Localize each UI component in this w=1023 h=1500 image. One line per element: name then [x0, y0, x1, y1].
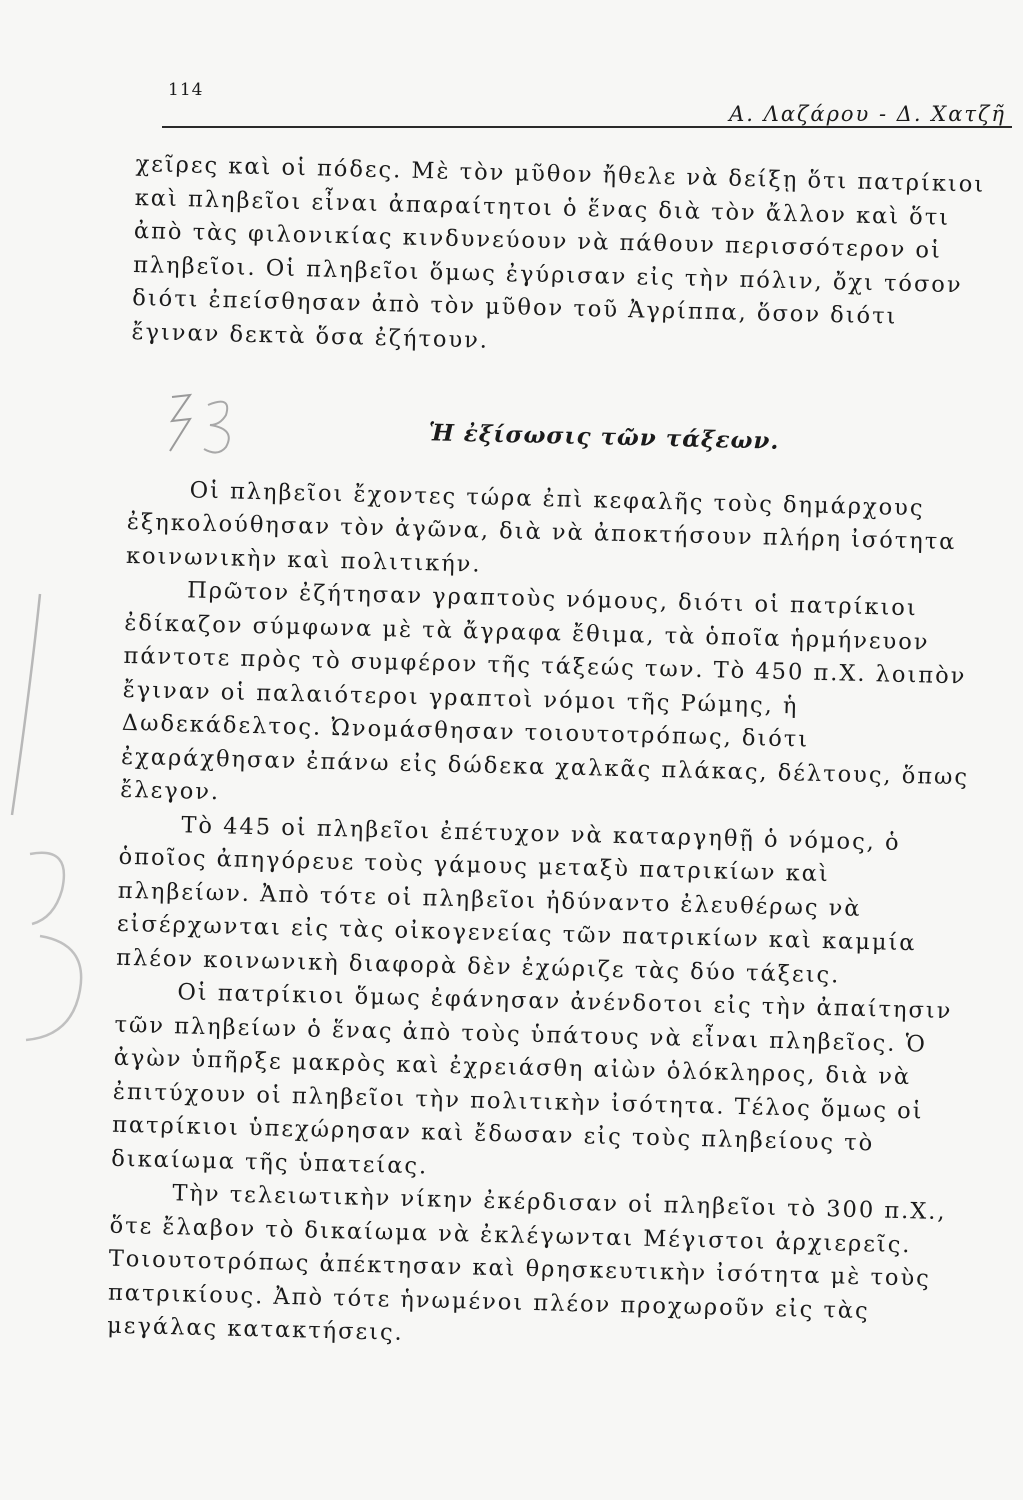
- running-head: Α. Λαζάρου - Δ. Χατζῆ: [729, 102, 1006, 126]
- section-title: Ἡ ἐξίσωσις τῶν τάξεων.: [428, 419, 780, 455]
- handwritten-margin-mark-bottom: [0, 840, 130, 1050]
- page-number: 114: [168, 80, 204, 100]
- page-header: [162, 78, 1012, 128]
- paragraph: Πρῶτον ἐζήτησαν γραπτοὺς νόμους, διότι οἱ πατρίκιοι ἐδίκαζον σύμφωνα μὲ τὰ ἄγραφα ἔθιμα, τὰ ὁποῖα ἡρμήνευον πάντοτε πρὸς τὸ συμφέρον τῆς τάξεώς των. Τὸ 450 π.Χ. λοιπὸν ἔγιναν οἱ παλαιότεροι γραπτοὶ νόμοι τῆς Ρώμης, ἡ Δωδεκάδελτος. Ὠνομάσθησαν τοιουτοτρόπως, διότι ἐχαράχθησαν ἐπάνω εἰς δώδεκα χαλκᾶς πλάκας, δέλτους, ὅπως ἔλεγον.: [119, 577, 970, 806]
- paragraph-continuation: χεῖρες καὶ οἱ πόδες. Μὲ τὸν μῦθον ἤθελε νὰ δείξῃ ὅτι πατρίκιοι καὶ πληβεῖοι εἶναι ἀπαραίτητοι ὁ ἕνας διὰ τὸν ἄλλον καὶ ὅτι ἀπὸ τὰς φιλονικίας κινδυνεύουν νὰ πάθουν περισσότερον οἱ πληβεῖοι. Οἱ πληβεῖοι ὅμως ἐγύρισαν εἰς τὴν πόλιν, ὄχι τόσον διότι ἐπείσθησαν ἀπὸ τὸν μῦθον τοῦ Ἀγρίππα, ὅσον διότι ἔγιναν δεκτὰ ὅσα ἐζήτουν.: [131, 150, 986, 354]
- paragraph: Οἱ πατρίκιοι ὅμως ἐφάνησαν ἀνένδοτοι εἰς τὴν ἀπαίτησιν τῶν πληβείων ὁ ἕνας ἀπὸ τοὺς ὑπάτους νὰ εἶναι πληβεῖος. Ὁ ἀγὼν ὑπῆρξε μακρὸς καὶ ἐχρειάσθη αἰὼν ὁλόκληρος, διὰ νὰ ἐπιτύχουν οἱ πληβεῖοι τὴν πολιτικὴν ἰσότητα. Τέλος ὅμως οἱ πατρίκιοι ὑπεχώρησαν καὶ ἔδωσαν εἰς τοὺς πληβείους τὸ δικαίωμα τῆς ὑπατείας.: [110, 979, 953, 1179]
- body-text: [107, 148, 986, 1364]
- paragraph: Τὴν τελειωτικὴν νίκην ἐκέρδισαν οἱ πληβεῖοι τὸ 300 π.Χ., ὅτε ἔλαβον τὸ δικαίωμα νὰ ἐκλέγωνται Μέγιστοι ἀρχιερεῖς. Τοιουτοτρόπως ἀπέκτησαν καὶ θρησκευτικὴν ἰσότητα μὲ τοὺς πατρικίους. Ἀπὸ τότε ἡνωμένοι πλέον προχωροῦν εἰς τὰς μεγάλας κατακτήσεις.: [106, 1180, 947, 1346]
- paragraph: Τὸ 445 οἱ πληβεῖοι ἐπέτυχον νὰ καταργηθῇ ὁ νόμος, ὁ ὁποῖος ἀπηγόρευε τοὺς γάμους μεταξὺ πατρικίων καὶ πληβείων. Ἀπὸ τότε οἱ πληβεῖοι ἠδύναντο ἐλευθέρως νὰ εἰσέρχωνται εἰς τὰς οἰκογενείας τῶν πατρικίων καὶ καμμία πλέον κοινωνικὴ διαφορὰ δὲν ἐχώριζε τὰς δύο τάξεις.: [115, 811, 917, 988]
- handwritten-margin-line: [0, 590, 70, 820]
- paragraph: Οἱ πληβεῖοι ἔχοντες τώρα ἐπὶ κεφαλῆς τοὺς δημάρχους ἐξηκολούθησαν τὸν ἀγῶνα, διὰ νὰ ἀποκτήσουν πλήρη ἰσότητα κοινωνικὴν καὶ πολιτικήν.: [125, 476, 957, 578]
